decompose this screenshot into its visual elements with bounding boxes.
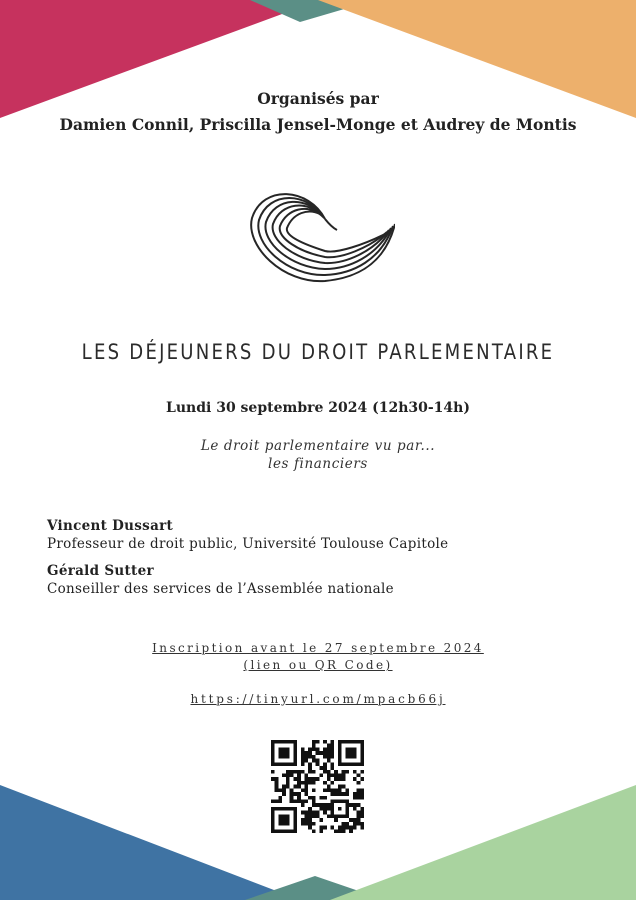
speaker-role: Professeur de droit public, Université Toulouse Capitole [47, 536, 449, 552]
event-title: LES DÉJEUNERS DU DROIT PARLEMENTAIRE [81, 340, 555, 364]
organizers-intro: Organisés par [257, 89, 379, 108]
registration-method: (lien ou QR Code) [243, 658, 393, 672]
organizers [0, 86, 636, 138]
speaker-name: Vincent Dussart [47, 518, 174, 534]
speakers-list [47, 517, 607, 607]
organizers-names: Damien Connil, Priscilla Jensel-Monge et Audrey de Montis [59, 115, 577, 134]
registration-deadline: Inscription avant le 27 septembre 2024 [152, 641, 484, 655]
speaker-item [47, 562, 607, 598]
event-subject [0, 437, 636, 473]
green-triangle-bottom [330, 785, 636, 900]
registration-link[interactable]: https://tinyurl.com/mpacb66j [190, 692, 446, 706]
speaker-item [47, 517, 607, 553]
registration-info [0, 640, 636, 674]
speaker-name: Gérald Sutter [47, 563, 154, 579]
blue-triangle-bottom [0, 785, 300, 900]
registration-link-wrap [0, 692, 636, 706]
speaker-role: Conseiller des services de l’Assemblée nationale [47, 581, 394, 597]
wave-logo-icon [245, 180, 395, 288]
subject-line-1: Le droit parlementaire vu par... [200, 438, 436, 454]
event-date: Lundi 30 septembre 2024 (12h30-14h) [166, 400, 470, 416]
qr-code-icon[interactable] [271, 740, 364, 833]
subject-line-2: les financiers [268, 456, 368, 472]
